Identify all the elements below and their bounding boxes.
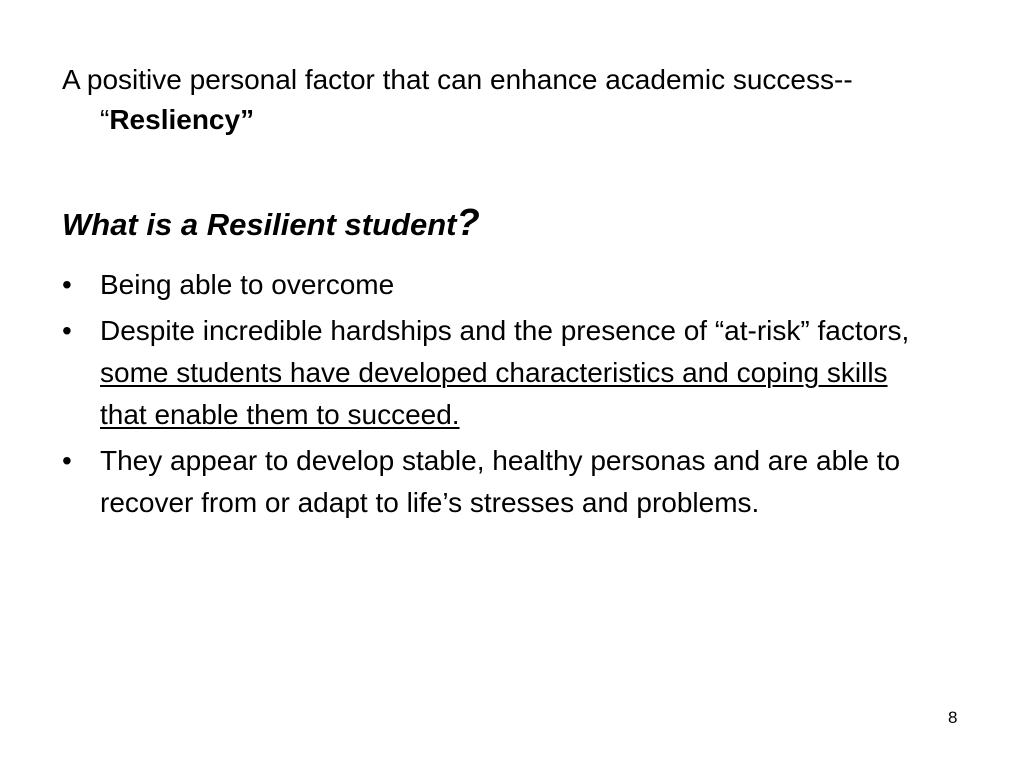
- bullet-icon: •: [62, 269, 72, 300]
- bullet-item: [62, 264, 932, 306]
- bullet-text: Despite incredible hardships and the presence of “at-risk” factors,: [100, 315, 910, 346]
- bullet-item: [62, 310, 932, 436]
- heading-text: What is a Resilient student: [62, 207, 457, 242]
- bullet-text: Being able to overcome: [100, 269, 395, 300]
- intro-bold-term: Resliency”: [109, 104, 255, 135]
- section-heading: [62, 201, 480, 247]
- intro-paragraph: [62, 60, 960, 140]
- bullet-icon: •: [62, 315, 72, 346]
- bullet-icon: •: [62, 445, 72, 476]
- bullet-item: [62, 440, 932, 524]
- bullet-underlined-text: some students have developed characteristics and coping skills that enable them to succeed.: [100, 357, 888, 430]
- bullet-text: They appear to develop stable, healthy personas and are able to recover from or adapt to life’s stresses and problems.: [100, 445, 901, 518]
- intro-text: A positive personal factor that can enhance academic success-- “: [62, 64, 853, 135]
- heading-question-mark: ?: [456, 202, 480, 244]
- page-number: 8: [948, 708, 958, 727]
- bullet-list: [62, 264, 932, 528]
